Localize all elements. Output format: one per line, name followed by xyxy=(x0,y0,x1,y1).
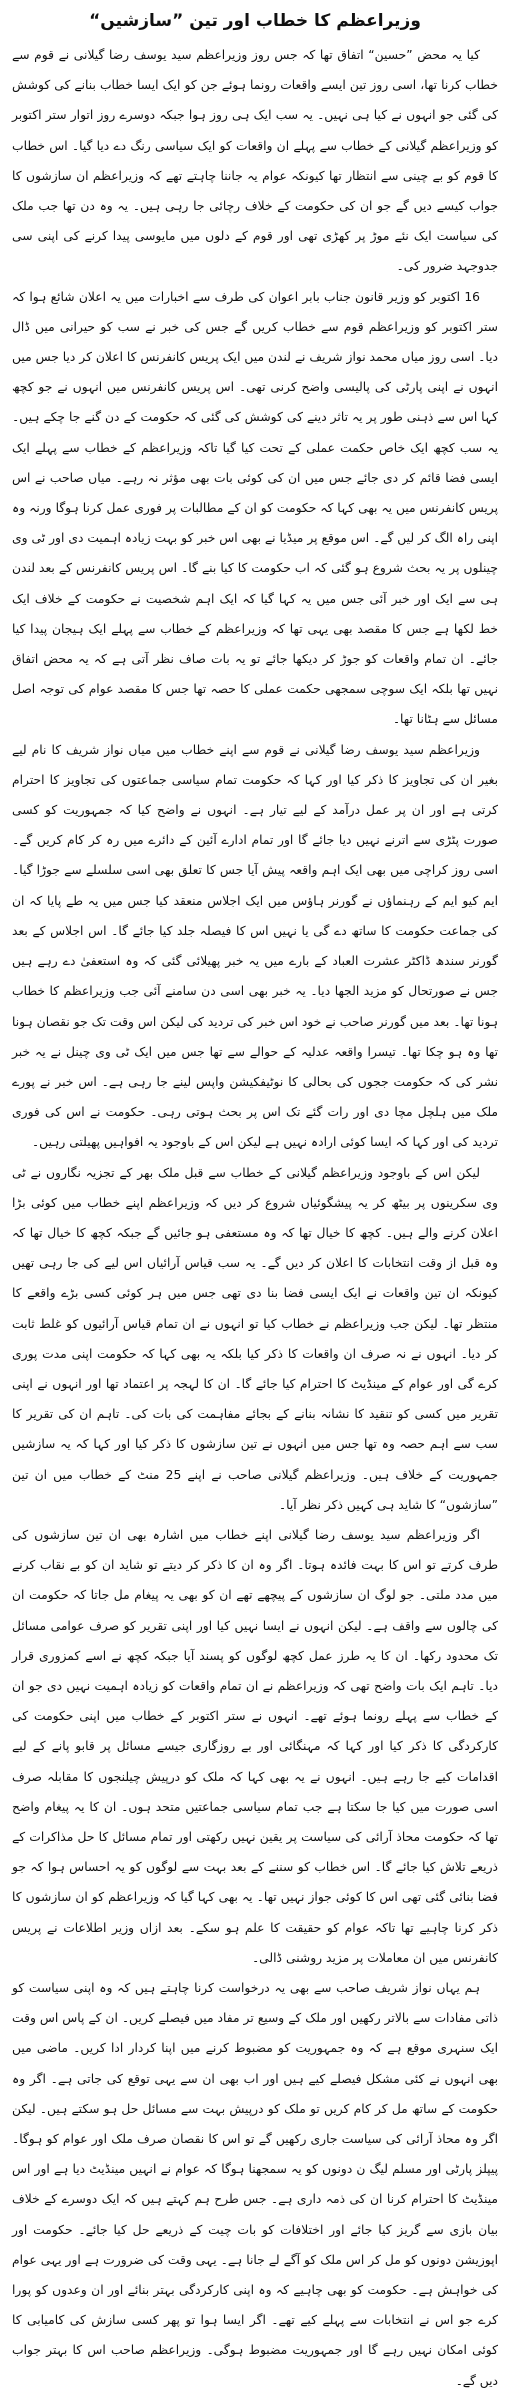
paragraph: اگر وزیراعظم سید یوسف رضا گیلانی اپنے خطاب میں اشارہ بھی ان تین سازشوں کی طرف کرتے تو اس کا بہت فائدہ ہوتا۔ اگر وہ ان کا ذکر کر دیتے تو شاید ان کو بے نقاب کرنے میں مدد ملتی۔ جو لوگ ان سازشوں کے پیچھے تھے ان کو بھی یہ پیغام مل جاتا کہ حکومت ان کی چالوں سے واقف ہے۔ لیکن انہوں نے ایسا نہیں کیا اور اپنی تقریر کو صرف عوامی مسائل تک محدود رکھا۔ ان کا یہ طرز عمل کچھ لوگوں کو پسند آیا جبکہ کچھ نے اسے کمزوری قرار دیا۔ تاہم ایک بات واضح تھی کہ وزیراعظم نے ان تمام واقعات کو زیادہ اہمیت نہیں دی جو ان کے خطاب سے پہلے رونما ہوئے تھے۔ انہوں نے ستر اکتوبر کے خطاب میں اپنی حکومت کی کارکردگی کا ذکر کیا اور کہا کہ مہنگائی اور بے روزگاری جیسے مسائل پر قابو پانے کے لیے اقدامات کیے جا رہے ہیں۔ انہوں نے یہ بھی کہا کہ ملک کو درپیش چیلنجوں کا مقابلہ صرف اسی صورت میں کیا جا سکتا ہے جب تمام سیاسی جماعتیں متحد ہوں۔ ان کا یہ پیغام واضح تھا کہ حکومت محاذ آرائی کی سیاست پر یقین نہیں رکھتی اور تمام مسائل کا حل مذاکرات کے ذریعے تلاش کیا جائے گا۔ اس خطاب کو سننے کے بعد بہت سے لوگوں کو یہ احساس ہوا کہ جو فضا بنائی گئی تھی اس کا کوئی جواز نہیں تھا۔ یہ بھی کہا گیا کہ وزیراعظم کو ان سازشوں کا ذکر کرنا چاہیے تھا تاکہ عوام کو حقیقت کا علم ہو سکے۔ بعد ازاں وزیر اطلاعات نے پریس کانفرنس میں ان معاملات پر مزید روشنی ڈالی۔ xyxy=(12,1527,498,1965)
paragraph: کیا یہ محض ”حسین“ اتفاق تھا کہ جس روز وزیراعظم سید یوسف رضا گیلانی نے قوم سے خطاب کرنا تھا، اسی روز تین ایسے واقعات رونما ہوئے جن کو ایک ایسا خطاب بنانے کی کوشش کی گئی جو انہوں نے کیا ہی نہیں۔ یہ سب ایک ہی روز ہوا جبکہ دوسرے روز اتوار ستر اکتوبر کو وزیراعظم گیلانی کے خطاب سے پہلے ان واقعات کو ایک سیاسی رنگ دے دیا گیا۔ اس خطاب کا قوم کو بے چینی سے انتظار تھا کیونکہ عوام یہ جاننا چاہتے تھے کہ وزیراعظم ان سازشوں کا جواب کیسے دیں گے جو ان کی حکومت کے خلاف رچائی جا رہی ہیں۔ یہ وہ دن تھا جب ملک کی سیاست ایک نئے موڑ پر کھڑی تھی اور قوم کے دلوں میں مایوسی پیدا کرنے کی اپنی سی جدوجہد ضرور کی۔ xyxy=(12,48,498,274)
paragraph: ہم یہاں نواز شریف صاحب سے بھی یہ درخواست کرنا چاہتے ہیں کہ وہ اپنی سیاست کو ذاتی مفادات سے بالاتر رکھیں اور ملک کے وسیع تر مفاد میں فیصلے کریں۔ ان کے پاس اس وقت ایک سنہری موقع ہے کہ وہ جمہوریت کو مضبوط کرنے میں اپنا کردار ادا کریں۔ ماضی میں بھی انہوں نے کئی مشکل فیصلے کیے ہیں اور اب بھی ان سے یہی توقع کی جاتی ہے۔ اگر وہ حکومت کے ساتھ مل کر کام کریں تو ملک کو درپیش بہت سے مسائل حل ہو سکتے ہیں۔ لیکن اگر وہ محاذ آرائی کی سیاست جاری رکھیں گے تو اس کا نقصان صرف ملک اور عوام کو ہوگا۔ پیپلز پارٹی اور مسلم لیگ ن دونوں کو یہ سمجھنا ہوگا کہ عوام نے انہیں مینڈیٹ دیا ہے اور اس مینڈیٹ کا احترام کرنا ان کی ذمہ داری ہے۔ جس طرح ہم کہتے ہیں کہ ایک دوسرے کے خلاف بیان بازی سے گریز کیا جائے اور اختلافات کو بات چیت کے ذریعے حل کیا جائے۔ حکومت اور اپوزیشن دونوں کو مل کر اس ملک کو آگے لے جانا ہے۔ یہی وقت کی ضرورت ہے اور یہی عوام کی خواہش ہے۔ حکومت کو بھی چاہیے کہ وہ اپنی کارکردگی بہتر بنائے اور ان وعدوں کو پورا کرے جو اس نے انتخابات سے پہلے کیے تھے۔ اگر ایسا ہوا تو پھر کسی سازش کی کامیابی کا کوئی امکان نہیں رہے گا اور جمہوریت مضبوط ہوگی۔ وزیراعظم صاحب اس کا بہتر جواب دیں گے۔ xyxy=(12,1981,498,2388)
article-title: وزیراعظم کا خطاب اور تین ”سازشیں“ xyxy=(89,11,421,31)
paragraph: 16 اکتوبر کو وزیر قانون جناب بابر اعوان کی طرف سے اخبارات میں یہ اعلان شائع ہوا کہ ستر اکتوبر کو وزیراعظم قوم سے خطاب کریں گے جس کی خبر نے سب کو حیرانی میں ڈال دیا۔ اسی روز میاں محمد نواز شریف نے لندن میں ایک پریس کانفرنس کا اعلان کر دیا جس میں انہوں نے اپنی پارٹی کی پالیسی واضح کرنی تھی۔ اس پریس کانفرنس میں انہوں نے جو کچھ کہا اس سے ذہنی طور پر یہ تاثر دینے کی کوشش کی گئی کہ حکومت کے دن گنے جا چکے ہیں۔ یہ سب کچھ ایک خاص حکمت عملی کے تحت کیا گیا تاکہ وزیراعظم کے خطاب سے پہلے ایک ایسی فضا قائم کر دی جائے جس میں ان کی کوئی بات بھی مؤثر نہ رہے۔ میاں صاحب نے اس پریس کانفرنس میں یہ بھی کہا کہ حکومت کو ان کے مطالبات پر فوری عمل کرنا ہوگا ورنہ وہ اپنی راہ الگ کر لیں گے۔ اس موقع پر میڈیا نے بھی اس خبر کو بہت زیادہ اہمیت دی اور ٹی وی چینلوں پر یہ بحث شروع ہو گئی کہ اب حکومت کا کیا بنے گا۔ اس پریس کانفرنس کے بعد لندن ہی سے ایک اور خبر آئی جس میں یہ کہا گیا کہ ایک اہم شخصیت نے حکومت کے خلاف ایک خط لکھا ہے جس کا مقصد بھی یہی تھا کہ وزیراعظم کے خطاب سے پہلے ایک ہیجان پیدا کیا جائے۔ ان تمام واقعات کو جوڑ کر دیکھا جائے تو یہ بات صاف نظر آتی ہے کہ یہ محض اتفاق نہیں تھا بلکہ ایک سوچی سمجھی حکمت عملی کا حصہ تھا جس کا مقصد عوام کی توجہ اصل مسائل سے ہٹانا تھا۔ xyxy=(12,289,498,727)
paragraph: وزیراعظم سید یوسف رضا گیلانی نے قوم سے اپنے خطاب میں میاں نواز شریف کا نام لیے بغیر ان کی تجاویز کا ذکر کیا اور کہا کہ حکومت تمام سیاسی جماعتوں کی تجاویز کا احترام کرتی ہے اور ان پر عمل درآمد کے لیے تیار ہے۔ انہوں نے واضح کیا کہ جمہوریت کو کسی صورت پٹڑی سے اترنے نہیں دیا جائے گا اور تمام ادارے آئین کے دائرے میں رہ کر کام کریں گے۔ اسی روز کراچی میں بھی ایک اہم واقعہ پیش آیا جس کا تعلق بھی اسی سلسلے سے جوڑا گیا۔ ایم کیو ایم کے رہنماؤں نے گورنر ہاؤس میں ایک اجلاس منعقد کیا جس میں یہ طے پایا کہ ان کی جماعت حکومت کا ساتھ دے گی یا نہیں اس کا فیصلہ جلد کیا جائے گا۔ اس اجلاس کے بعد گورنر سندھ ڈاکٹر عشرت العباد کے بارے میں یہ خبر پھیلائی گئی کہ وہ استعفیٰ دے رہے ہیں جس نے صورتحال کو مزید الجھا دیا۔ یہ خبر بھی اسی دن سامنے آئی جب وزیراعظم کا خطاب ہونا تھا۔ بعد میں گورنر صاحب نے خود اس خبر کی تردید کی لیکن اس وقت تک جو نقصان ہونا تھا وہ ہو چکا تھا۔ تیسرا واقعہ عدلیہ کے حوالے سے تھا جس میں ایک ٹی وی چینل نے یہ خبر نشر کی کہ حکومت ججوں کی بحالی کا نوٹیفکیشن واپس لینے جا رہی ہے۔ اس خبر نے پورے ملک میں ہلچل مچا دی اور رات گئے تک اس پر بحث ہوتی رہی۔ حکومت نے اس کی فوری تردید کی اور کہا کہ ایسا کوئی ارادہ نہیں ہے لیکن اس کے باوجود یہ افواہیں پھیلتی رہیں۔ xyxy=(12,742,498,1150)
paragraph: لیکن اس کے باوجود وزیراعظم گیلانی کے خطاب سے قبل ملک بھر کے تجزیہ نگاروں نے ٹی وی سکرینوں پر بیٹھ کر یہ پیشگوئیاں شروع کر دیں کہ وزیراعظم اپنے خطاب میں کوئی بڑا اعلان کرنے والے ہیں۔ کچھ کا خیال تھا کہ وہ مستعفی ہو جائیں گے جبکہ کچھ کا خیال تھا کہ وہ قبل از وقت انتخابات کا اعلان کر دیں گے۔ یہ سب قیاس آرائیاں اس لیے کی جا رہی تھیں کیونکہ ان تین واقعات نے ایک ایسی فضا بنا دی تھی جس میں ہر کوئی کسی بڑے واقعے کا منتظر تھا۔ لیکن جب وزیراعظم نے خطاب کیا تو انہوں نے ان تمام قیاس آرائیوں کو غلط ثابت کر دیا۔ انہوں نے نہ صرف ان واقعات کا ذکر کیا بلکہ یہ بھی کہا کہ حکومت اپنی مدت پوری کرے گی اور عوام کے مینڈیٹ کا احترام کیا جائے گا۔ ان کا لہجہ پر اعتماد تھا اور انہوں نے اپنی تقریر میں کسی کو تنقید کا نشانہ بنانے کے بجائے مفاہمت کی بات کی۔ تاہم ان کی تقریر کا سب سے اہم حصہ وہ تھا جس میں انہوں نے تین سازشوں کا ذکر کیا اور کہا کہ یہ سازشیں جمہوریت کے خلاف ہیں۔ وزیراعظم گیلانی صاحب نے اپنے 25 منٹ کے خطاب میں ان تین ”سازشوں“ کا شاید ہی کہیں ذکر نظر آیا۔ xyxy=(12,1165,498,1512)
